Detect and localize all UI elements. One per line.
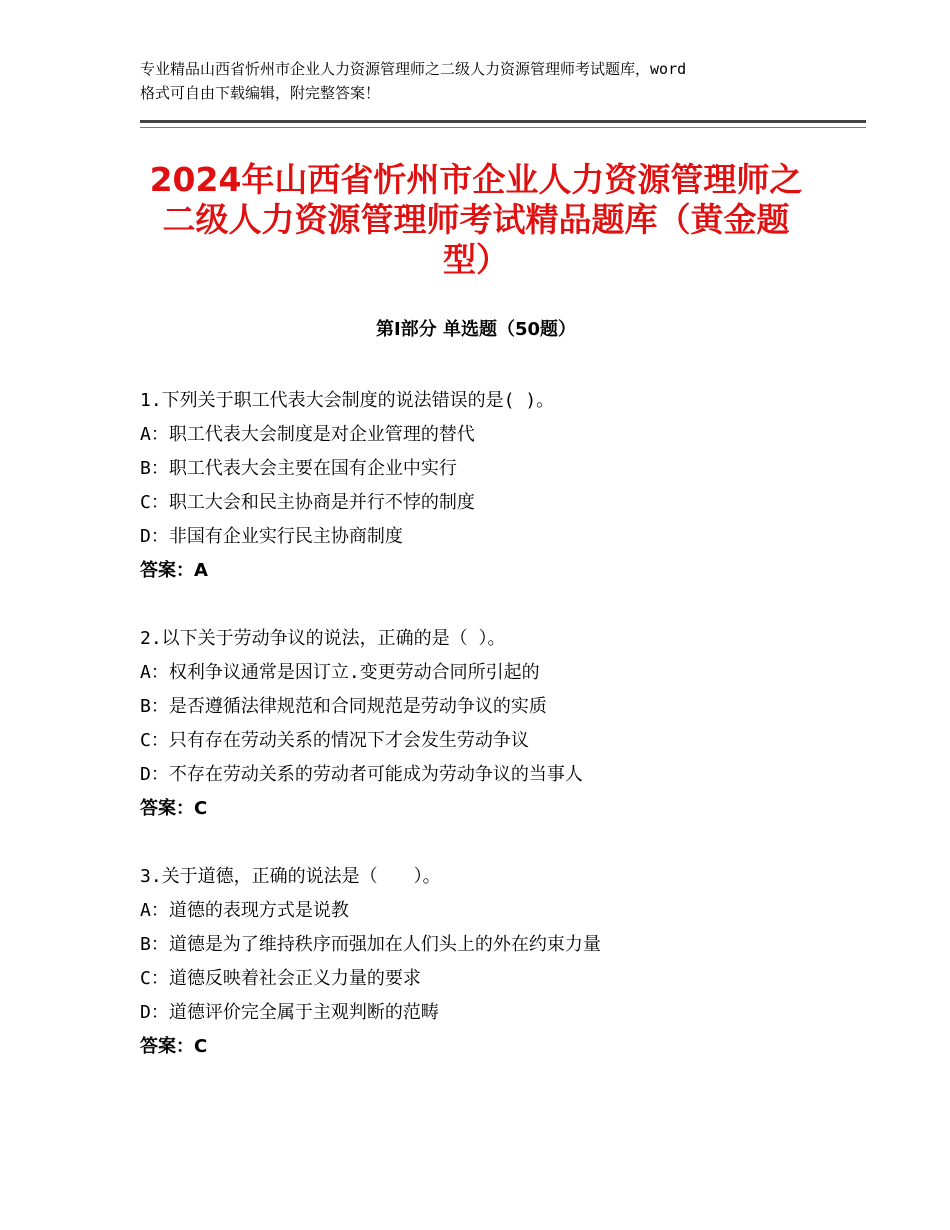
answer-label: 答案：A (140, 560, 208, 581)
section-title: 第Ⅰ部分 单选题（50题） (375, 319, 576, 340)
document-title: 2024年山西省忻州市企业人力资源管理师之二级人力资源管理师考试精品题库（黄金题型） (149, 160, 803, 279)
question-stem: 2.以下关于劳动争议的说法，正确的是（ ）。 (140, 628, 506, 649)
question-stem: 3.关于道德，正确的说法是（ ）。 (140, 866, 441, 887)
option-a: A：职工代表大会制度是对企业管理的替代 (140, 424, 475, 445)
option-a: A：道德的表现方式是说教 (140, 900, 349, 921)
option-a: A：权利争议通常是因订立.变更劳动合同所引起的 (140, 662, 540, 683)
question-item (140, 860, 840, 1064)
header-note-line1: 专业精品山西省忻州市企业人力资源管理师之二级人力资源管理师考试题库，word (140, 60, 687, 78)
option-b: B：道德是为了维持秩序而强加在人们头上的外在约束力量 (140, 934, 601, 955)
question-item (140, 384, 840, 588)
option-b: B：职工代表大会主要在国有企业中实行 (140, 458, 457, 479)
header-note-line2: 格式可自由下载编辑，附完整答案！ (140, 84, 381, 102)
question-stem: 1.下列关于职工代表大会制度的说法错误的是( )。 (140, 390, 555, 411)
question-list (140, 384, 840, 1098)
header-divider-thick (140, 120, 866, 123)
header-divider-thin (140, 127, 866, 128)
option-c: C：职工大会和民主协商是并行不悖的制度 (140, 492, 475, 513)
option-d: D：非国有企业实行民主协商制度 (140, 526, 403, 547)
option-b: B：是否遵循法律规范和合同规范是劳动争议的实质 (140, 696, 547, 717)
answer-label: 答案：C (140, 1036, 208, 1057)
answer-label: 答案：C (140, 798, 208, 819)
question-item (140, 622, 840, 826)
option-d: D：道德评价完全属于主观判断的范畴 (140, 1002, 439, 1023)
header-note (140, 57, 820, 105)
option-d: D：不存在劳动关系的劳动者可能成为劳动争议的当事人 (140, 764, 583, 785)
option-c: C：道德反映着社会正义力量的要求 (140, 968, 421, 989)
option-c: C：只有存在劳动关系的情况下才会发生劳动争议 (140, 730, 529, 751)
